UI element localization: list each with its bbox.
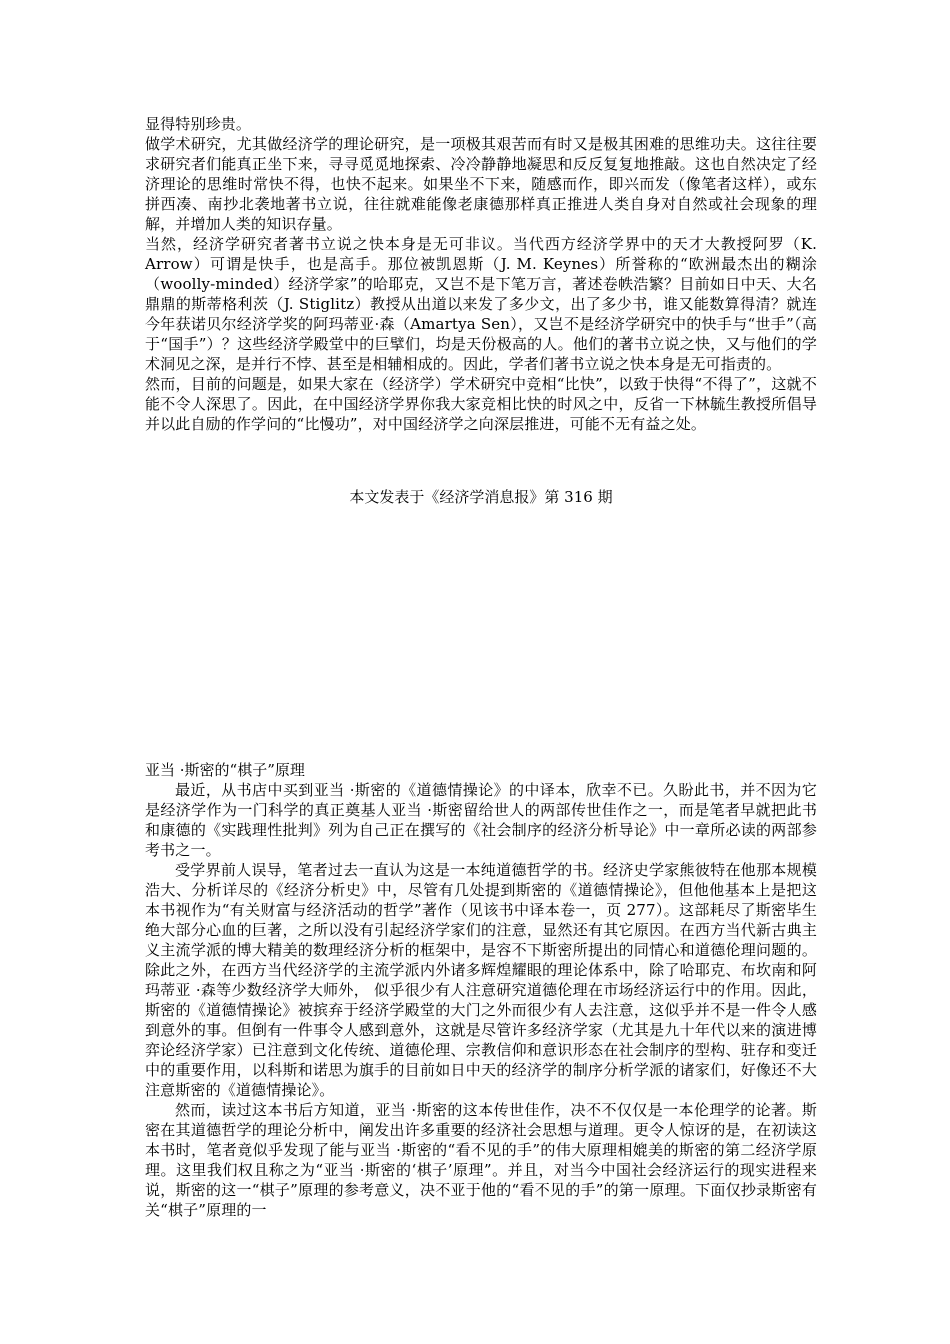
essay-body <box>145 114 817 434</box>
article-paragraph-1: 最近，从书店中买到亚当 ·斯密的《道德情操论》的中译本，欣幸不已。久盼此书，并不因为它是经济学作为一门科学的真正奠基人亚当 ·斯密留给世人的两部传世佳作之一，而是笔者早就把此书和康德的《实践理性批判》列为自己正在撰写的《社会制序的经济分析导论》中一章所必读的两部参考书之一。 <box>145 781 817 859</box>
paragraph-3: 当然，经济学研究者著书立说之快本身是无可非议。当代西方经济学界中的天才大教授阿罗（K. Arrow）可谓是快手，也是高手。那位被凯恩斯（J. M. Keynes）所誉称的“欧洲最杰出的糊涂（woolly-minded）经济学家”的哈耶克，又岂不是下笔万言，著述卷帙浩繁？目前如日中天、大名鼎鼎的斯蒂格利茨（J. Stiglitz）教授从出道以来发了多少文，出了多少书，谁又能数算得清？就连今年获诺贝尔经济学奖的阿玛蒂亚·森（Amartya Sen），又岂不是经济学研究中的快手与“世手”（高于“国手”）？这些经济学殿堂中的巨擘们，均是天份极高的人。他们的著书立说之快，又与他们的学术洞见之深，是并行不悖、甚至是相辅相成的。因此，学者们著书立说之快本身是无可指责的。 <box>145 235 817 373</box>
publication-note: 本文发表于《经济学消息报》第 316 期 <box>349 488 613 506</box>
article-body <box>145 780 817 1220</box>
paragraph-1: 显得特别珍贵。 <box>145 115 252 133</box>
paragraph-2: 做学术研究，尤其做经济学的理论研究，是一项极其艰苦而有时又是极其困难的思维功夫。这往往要求研究者们能真正坐下来，寻寻觅觅地探索、冷冷静静地凝思和反反复复地推敲。这也自然决定了经济理论的思维时常快不得，也快不起来。如果坐不下来，随感而作，即兴而发（像笔者这样），或东拼西凑、南抄北袭地著书立说，往往就难能像老康德那样真正推进人类自身对自然或社会现象的理解，并增加人类的知识存量。 <box>145 135 817 233</box>
paragraph-4: 然而，目前的问题是，如果大家在（经济学）学术研究中竞相“比快”，以致于快得“不得了”，这就不能不令人深思了。因此，在中国经济学界你我大家竞相比快的时风之中，反省一下林毓生教授所倡导并以此自励的作学问的“比慢功”，对中国经济学之向深层推进，可能不无有益之处。 <box>145 375 817 433</box>
article-paragraph-2: 受学界前人误导，笔者过去一直认为这是一本纯道德哲学的书。经济史学家熊彼特在他那本规模浩大、分析详尽的《经济分析史》中，尽管有几处提到斯密的《道德情操论》，但他他基本上是把这本书视作为“有关财富与经济活动的哲学”著作（见该书中译本卷一，页 277）。这部耗尽了斯密毕生绝大部分心血的巨著，之所以没有引起经济学家们的注意，显然还有其它原因。在西方当代新古典主义主流学派的博大精美的数理经济分析的框架中，是容不下斯密所提出的同情心和道德伦理问题的。除此之外，在西方当代经济学的主流学派内外诸多辉煌耀眼的理论体系中，除了哈耶克、布坎南和阿玛蒂亚 ·森等少数经济学大师外， 似乎很少有人注意研究道德伦理在市场经济运行中的作用。因此，斯密的《道德情操论》被摈弃于经济学殿堂的大门之外而很少有人去注意，这似乎并不是一件令人感到意外的事。但倒有一件事令人感到意外，这就是尽管许多经济学家（尤其是九十年代以来的演进博弈论经济学家）已注意到文化传统、道德伦理、宗教信仰和意识形态在社会制序的型构、驻存和变迁中的重要作用，以科斯和诺思为旗手的目前如日中天的经济学的制序分析学派的诸家们，好像还不大注意斯密的《道德情操论》。 <box>145 861 817 1099</box>
article-paragraph-3: 然而，读过这本书后方知道，亚当 ·斯密的这本传世佳作，决不不仅仅是一本伦理学的论著。斯密在其道德哲学的理论分析中，阐发出许多重要的经济社会思想与道理。更令人惊讶的是，在初读这本书时，笔者竟似乎发现了能与亚当 ·斯密的“看不见的手”的伟大原理相媲美的斯密的第二经济学原理。这里我们权且称之为“亚当 ·斯密的‘棋子’原理”。并且，对当今中国社会经济运行的现实进程来说，斯密的这一“棋子”原理的参考意义，决不亚于他的“看不见的手”的第一原理。下面仅抄录斯密有关“棋子”原理的一 <box>145 1101 817 1219</box>
article-title: 亚当 ·斯密的“棋子”原理 <box>145 761 305 779</box>
